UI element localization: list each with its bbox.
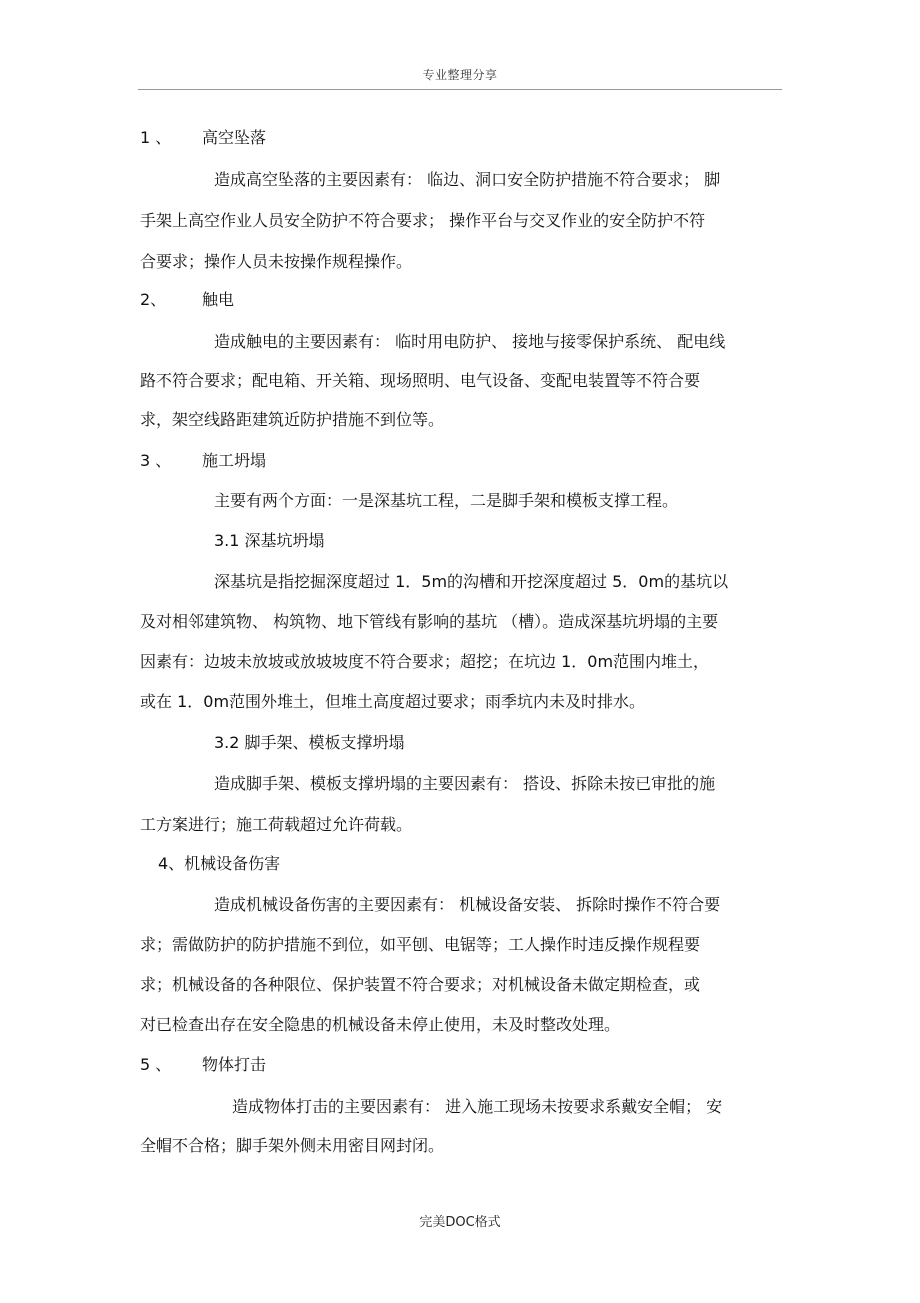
section-1-title: 高空坠落 xyxy=(202,128,267,147)
section-3-number: 3 、 xyxy=(140,451,172,470)
paragraph-line: 造成物体打击的主要因素有： 进入施工现场未按要求系戴安全帽； 安 xyxy=(232,1097,723,1116)
paragraph-line: 造成机械设备伤害的主要因素有： 机械设备安装、 拆除时操作不符合要 xyxy=(214,895,721,914)
section-1-number: 1 、 xyxy=(140,128,172,147)
section-4-heading: 4、机械设备伤害 xyxy=(158,854,281,873)
section-2-number: 2、 xyxy=(140,290,167,309)
paragraph-line: 因素有：边坡未放坡或放坡坡度不符合要求；超挖；在坑边 1．0m范围内堆土， xyxy=(140,652,710,671)
section-2-title: 触电 xyxy=(202,290,235,309)
paragraph-line: 对已检查出存在安全隐患的机械设备未停止使用，未及时整改处理。 xyxy=(140,1015,621,1034)
paragraph-line: 手架上高空作业人员安全防护不符合要求； 操作平台与交叉作业的安全防护不符 xyxy=(140,211,706,230)
page-header: 专业整理分享 xyxy=(422,68,498,82)
section-3-heading xyxy=(140,451,266,471)
paragraph-line: 合要求；操作人员未按操作规程操作。 xyxy=(140,252,413,271)
paragraph-line: 路不符合要求；配电箱、开关箱、现场照明、电气设备、变配电装置等不符合要 xyxy=(140,371,701,390)
paragraph-line: 深基坑是指挖掘深度超过 1．5m的沟槽和开挖深度超过 5．0m的基坑以 xyxy=(214,572,729,591)
section-3-title: 施工坍塌 xyxy=(202,451,267,470)
section-2-heading xyxy=(140,290,234,310)
paragraph-line: 或在 1．0m范围外堆土，但堆土高度超过要求；雨季坑内未及时排水。 xyxy=(140,692,646,711)
paragraph-line: 工方案进行；施工荷载超过允许荷载。 xyxy=(140,815,413,834)
paragraph-line: 主要有两个方面：一是深基坑工程，二是脚手架和模板支撑工程。 xyxy=(214,491,679,510)
paragraph-line: 及对相邻建筑物、 构筑物、地下管线有影响的基坑 （槽）。造成深基坑坍塌的主要 xyxy=(140,612,719,631)
header-divider xyxy=(138,89,782,90)
paragraph-line: 造成脚手架、模板支撑坍塌的主要因素有： 搭设、拆除未按已审批的施 xyxy=(214,774,716,793)
paragraph-line: 求；机械设备的各种限位、保护装置不符合要求；对机械设备未做定期检查，或 xyxy=(140,975,701,994)
paragraph-line: 求；需做防护的防护措施不到位，如平刨、电锯等；工人操作时违反操作规程要 xyxy=(140,935,701,954)
subsection-3-2-title: 3.2 脚手架、模板支撑坍塌 xyxy=(214,733,405,752)
page-footer: 完美DOC格式 xyxy=(419,1215,501,1230)
subsection-3-1-title: 3.1 深基坑坍塌 xyxy=(214,531,325,550)
paragraph-line: 求，架空线路距建筑近防护措施不到位等。 xyxy=(140,410,445,429)
section-5-heading xyxy=(140,1055,266,1075)
paragraph-line: 造成触电的主要因素有： 临时用电防护、 接地与接零保护系统、 配电线 xyxy=(214,332,726,351)
paragraph-line: 全帽不合格；脚手架外侧未用密目网封闭。 xyxy=(140,1136,445,1155)
section-5-title: 物体打击 xyxy=(202,1055,267,1074)
section-1-heading xyxy=(140,128,266,148)
paragraph-line: 造成高空坠落的主要因素有： 临边、洞口安全防护措施不符合要求； 脚 xyxy=(214,170,721,189)
section-5-number: 5 、 xyxy=(140,1055,172,1074)
